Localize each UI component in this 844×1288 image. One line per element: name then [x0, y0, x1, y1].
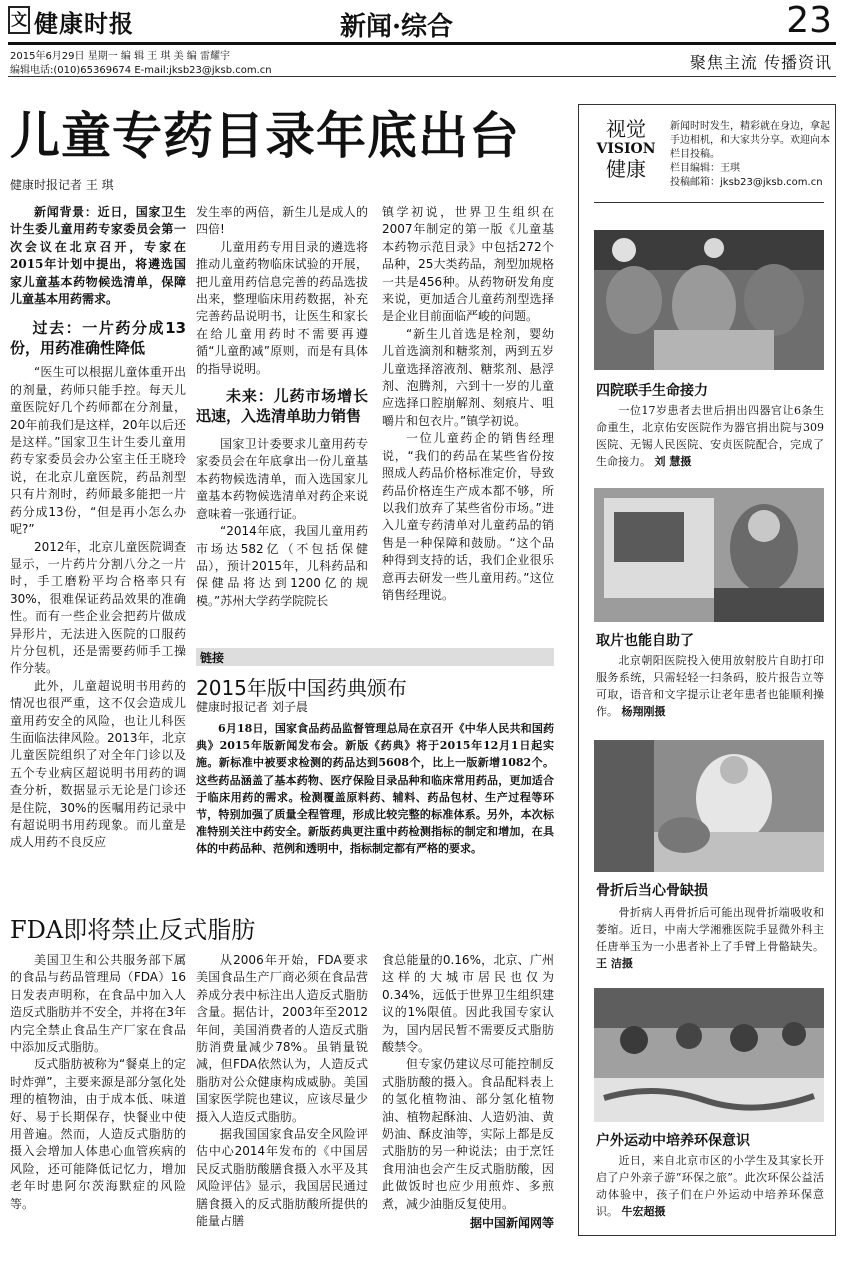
caption-text	[596, 904, 824, 972]
paragraph: 此外，儿童超说明书用药的情况也很严重，这不仅会造成儿童用药安全的风险，也让儿科医生面临法律风险。2013年，北京儿童医院组织了对全年门诊以及五个专业病区超说明书用药的调查分析，数据显示无论是门诊还是住院，30%的医嘱用药记录中有超说明书用药现象。而儿童是成人用药不良反应	[10, 678, 186, 850]
slogan: 聚焦主流 传播资讯	[689, 53, 832, 72]
paragraph: 从2006年开始，FDA要求美国食品生产厂商必须在食品营养成分表中标注出人造反式脂肪含量。据估计，2003年至2012年间，美国消费者的人造反式脂肪消费量减少78%。虽销量锐减，但FDA依然认为，人造反式脂肪对公众健康构成威胁。美国国家医学院也建议，应该尽量少摄入人造反式脂肪。	[196, 953, 368, 1124]
caption-title: 四院联手生命接力	[596, 383, 708, 399]
page-number: 23	[786, 0, 832, 41]
caption-title: 骨折后当心骨缺损	[596, 883, 708, 899]
photo-credit: 牛宏超摄	[621, 1205, 666, 1218]
caption-text	[596, 1152, 824, 1220]
section-title: 新闻·综合	[340, 12, 454, 42]
caption-body: 近日，来自北京市区的小学生及其家长开启了户外亲子游“环保之旅”。此次环保公益活动体验中，孩子们在户外运动中培养环保意识。	[596, 1154, 824, 1218]
fda-column-3	[382, 952, 554, 1233]
article-column-2	[196, 204, 368, 610]
fda-column-2	[196, 952, 368, 1231]
link-bar	[196, 648, 554, 666]
photo-hospital-ward	[594, 740, 824, 872]
vision-label-top: 视觉	[606, 117, 646, 141]
caption-body: 一位17岁患者去世后捐出四器官让6条生命重生，北京佑安医院作为器官捐出院与309医院、无锡人民医院、安贞医院配合，完成了生命接力。	[596, 404, 824, 468]
vision-label	[590, 118, 662, 180]
photo-surgery	[594, 230, 824, 370]
vision-label-en: VISION	[596, 141, 656, 157]
contact-line: 编辑电话:(010)65369674 E-mail:jksb23@jksb.com.cn	[10, 65, 272, 76]
vision-editor: 栏目编辑：王琪	[670, 163, 740, 174]
vision-email: 投稿邮箱：jksb23@jksb.com.cn	[670, 177, 823, 188]
subhead-past: 过去：一片药分成13份，用药准确性降低	[10, 319, 186, 358]
photo-credit: 王 洁摄	[596, 957, 633, 970]
subhead-future: 未来：儿药市场增长迅速，入选清单助力销售	[196, 387, 368, 426]
paragraph: 反式脂肪被称为“餐桌上的定时炸弹”，主要来源是部分氢化处理的植物油，由于成本低、味道好、易于长期保存，快餐业中使用普遍。然而，人造反式脂肪的摄入会增加人体患心血管疾病的风险，还可能降低记忆力，增加老年时患阿尔茨海默症的风险等。	[10, 1057, 186, 1211]
fda-column-1	[10, 952, 186, 1213]
link-label: 链接	[200, 651, 225, 665]
header-rule-thin	[8, 76, 836, 77]
vision-label-bottom: 健康	[606, 157, 646, 181]
caption-title: 户外运动中培养环保意识	[596, 1133, 750, 1149]
issue-line: 2015年6月29日 星期一 编 辑 王 琪 美 编 雷耀宇	[10, 51, 230, 62]
fda-source: 据中国新闻网等	[469, 1216, 554, 1231]
photo-children-outdoor	[594, 988, 824, 1122]
link-byline: 健康时报记者 刘子晨	[196, 700, 308, 714]
photo-credit: 杨翔刚摄	[621, 705, 666, 718]
paragraph: 美国卫生和公共服务部下属的食品与药品管理局（FDA）16日发表声明称，在食品中加入人造反式脂肪并不安全，并将在3年内完全禁止食品生产厂家在食品中添加反式脂肪。	[10, 953, 186, 1055]
caption-body: 骨折病人再骨折后可能出现骨折端吸收和萎缩。近日，中南大学湘雅医院手显微外科主任唐举玉为一小患者补上了手臂上骨骼缺失。	[596, 906, 824, 953]
header-rule	[8, 42, 836, 45]
intro-paragraph: 新闻背景：近日，国家卫生计生委儿童用药专家委员会第一次会议在北京召开，专家在2015年计划中提出，将遴选国家儿童基本药物候选清单，保障儿童基本用药需求。	[10, 205, 186, 307]
vision-desc-text: 新闻时时发生，精彩就在身边，拿起手边相机，和大家共分享。欢迎向本栏目投稿。	[670, 121, 830, 160]
paragraph: “医生可以根据儿童体重开出的剂量，药师只能手控。每天儿童医院好几个药师都在分剂量，20年前我们是这样，20年以后还是这样。”国家卫生计生委儿童用药专家委员会办公室主任王晓玲说，在北京儿童医院，药品剂型只有片剂时，药师最多能把一片药分成13份，“但是再小怎么办呢?”	[10, 365, 186, 537]
article-column-1	[10, 204, 186, 852]
paragraph: 儿童用药专用目录的遴选将推动儿童药物临床试验的开展，把儿童用药信息完善的药品选拔出来，整理临床用药数据，补充完善药品说明书，让医生和家长在给儿童用药时不需要再遵循“儿童酌减”原则，而是有具体的指导说明。	[196, 239, 368, 376]
fda-title: FDA即将禁止反式脂肪	[10, 916, 256, 944]
paragraph: 2012年，北京儿童医院调查显示，一片药片分割八分之一片时，手工磨粉平均合格率只有30%，很难保证药品效果的准确性。而有一些企业会把药片做成异形片，无法进入医院的口服药片分包机，还是需要药师手工操作分装。	[10, 539, 186, 676]
vision-desc	[670, 120, 830, 190]
caption-text	[596, 402, 824, 470]
photo-film-kiosk	[594, 488, 824, 622]
paragraph: 一位儿童药企的销售经理说，“我们的药品在某些省份按照成人药品价格标准定价，导致药品价格连生产成本都不够，所以我们放弃了某些省份市场。”进入儿童专药清单对儿童药品的销售是一种保障和鼓励。“这个品种得到支持的话，我们企业很乐意再去研发一些儿童用药。”这位销售经理说。	[382, 431, 554, 602]
paragraph: 但专家仍建议尽可能控制反式脂肪酸的摄入。食品配料表上的氢化植物油、部分氢化植物油、植物起酥油、人造奶油、黄奶油、酥皮油等，实际上都是反式脂肪的另一种说法；由于烹饪食用油也会产生反式脂肪酸，因此做饭时也应少用煎炸、多煎煮，减少油脂反复使用。	[382, 1057, 554, 1211]
article-column-3	[382, 204, 554, 604]
vision-rule	[594, 202, 824, 203]
byline: 健康时报记者 王 琪	[10, 178, 114, 192]
paragraph: 镇学初说，世界卫生组织在2007年制定的第一版《儿童基本药物示范目录》中包括272个品种，25大类药品，剂型加规格一共是456种。从药物研发角度来说，更加适合儿童药剂型选择是企业目前面临严峻的问题。	[382, 205, 554, 324]
link-title: 2015年版中国药典颁布	[196, 676, 407, 700]
caption-text	[596, 652, 824, 720]
link-body	[196, 720, 554, 858]
paragraph: 食总能量的0.16%，北京、广州这样的大城市居民也仅为0.34%，远低于世界卫生组织建议的1%限值。因此我国专家认为，国内居民暂不需要反式脂肪酸禁令。	[382, 953, 554, 1055]
caption-title: 取片也能自助了	[596, 633, 694, 649]
paragraph: 6月18日，国家食品药品监督管理总局在京召开《中华人民共和国药典》2015年版新闻发布会。新版《药典》将于2015年12月1日起实施。新标准中被要求检测的药品达到5608个，比上一版新增1082个。这些药品涵盖了基本药物、医疗保险目录品种和临床常用药品，更加适合于临床用药的需求。检测覆盖原料药、辅料、药品包材、生产过程等环节，特别加强了质量全程管理，形成比较完整的标准体系。另外，本次标准特别关注中药安全。新版药典更注重中药检测指标的制定和增加，在具体的中药品种、范例和透明中，指标制定都有严格的要求。	[196, 722, 554, 856]
paragraph: 发生率的两倍，新生儿是成人的四倍!	[196, 205, 368, 237]
logo-icon: 文	[8, 6, 30, 34]
photo-credit: 刘 慧摄	[654, 455, 692, 468]
paragraph: 国家卫计委要求儿童用药专家委员会在年底拿出一份儿童基本药物候选清单，而入选国家儿童基本药物候选清单对药企来说意味着一张通行证。	[196, 437, 368, 521]
caption-body: 北京朝阳医院投入使用放射胶片自助打印服务系统，只需轻轻一扫条码，胶片报告立等可取，语音和文字提示让老年患者也能顺利操作。	[596, 654, 824, 718]
headline: 儿童专药目录年底出台	[10, 106, 520, 165]
paragraph: “新生儿首选是栓剂，婴幼儿首选滴剂和糖浆剂，两到五岁儿童选择溶液剂、糖浆剂、悬浮剂、泡腾剂，六到十一岁的儿童应选择口腔崩解剂、刻痕片、咀嚼片和包衣片。”镇学初说。	[382, 326, 554, 428]
paper-name: 健康时报	[34, 9, 134, 38]
paragraph: 据我国国家食品安全风险评估中心2014年发布的《中国居民反式脂肪酸膳食摄入水平及其风险评估》显示，我国居民通过膳食摄入的反式脂肪酸所提供的能量占膳	[196, 1127, 368, 1229]
paragraph: “2014年底，我国儿童用药市场达582亿（不包括保健品），预计2015年，儿科药品和保健品将达到1200亿的规模。”苏州大学药学院院长	[196, 524, 368, 608]
